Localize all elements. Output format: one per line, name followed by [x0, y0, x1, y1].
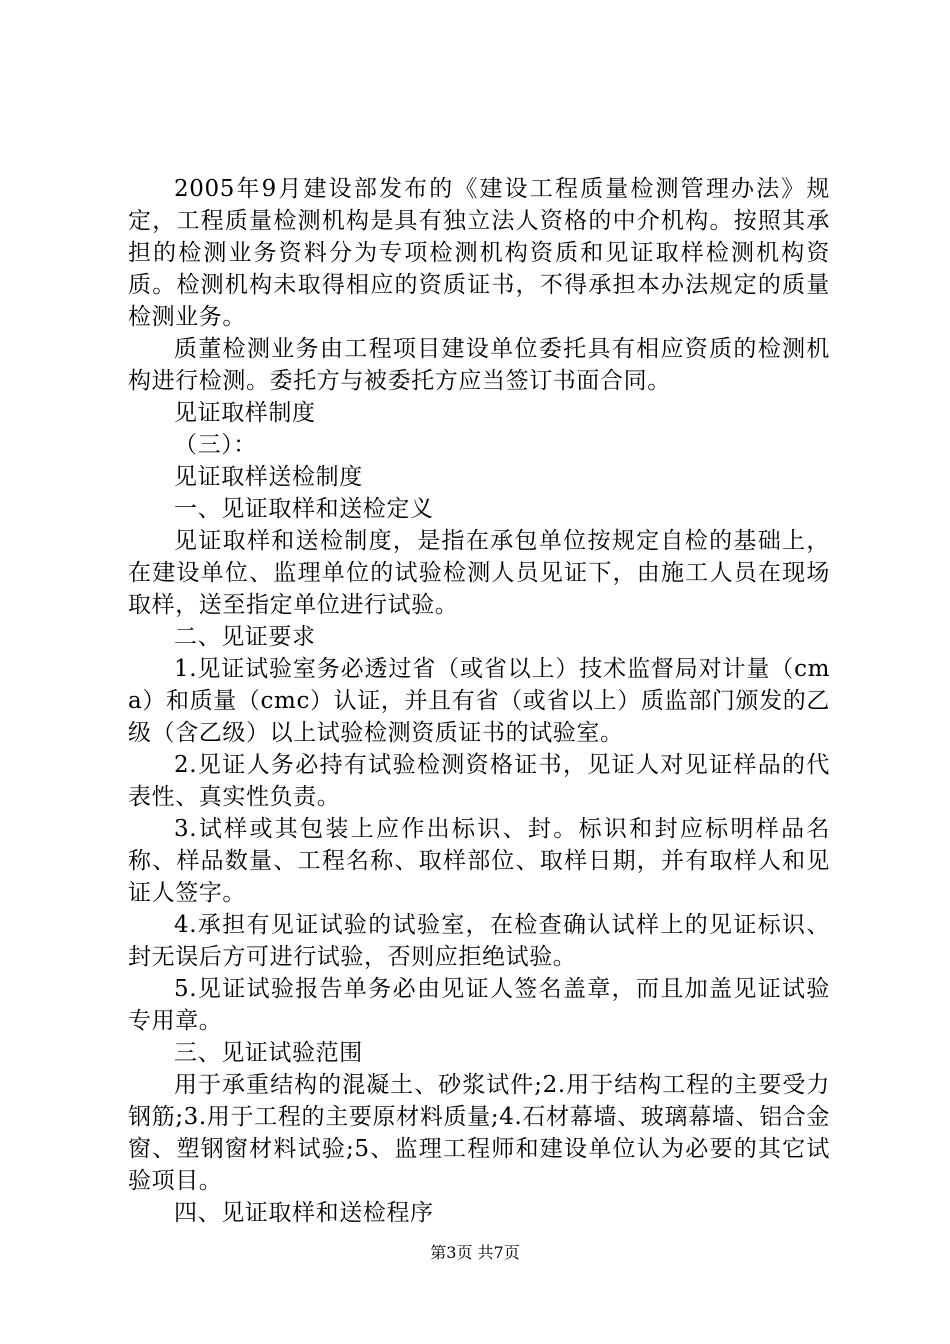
requirement-item-4: 4.承担有见证试验的试验室，在检查确认试样上的见证标识、封无误后方可进行试验，否则应拒绝试验。 — [128, 912, 830, 970]
section-heading-requirements: 二、见证要求 — [174, 624, 316, 650]
page-number-label: 第3页 共7页 — [430, 1243, 520, 1262]
heading-witness-sampling-system: 见证取样制度 — [174, 400, 316, 426]
section-heading-scope: 三、见证试验范围 — [174, 1040, 363, 1066]
section-heading-procedure: 四、见证取样和送检程序 — [174, 1200, 434, 1226]
requirement-item-1: 1.见证试验室务必透过省（或省以上）技术监督局对计量（cma）和质量（cmc）认证，并且有省（或省以上）质监部门颁发的乙级（含乙级）以上试验检测资质证书的试验室。 — [128, 656, 830, 746]
document-body — [128, 173, 830, 1229]
paragraph-scope: 用于承重结构的混凝土、砂浆试件;2.用于结构工程的主要受力钢筋;3.用于工程的主要原材料质量;4.石材幕墙、玻璃幕墙、铝合金窗、塑钢窗材料试验;5、监理工程师和建设单位认为必要的其它试验项目。 — [128, 1072, 830, 1194]
paragraph-commission: 质董检测业务由工程项目建设单位委托具有相应资质的检测机构进行检测。委托方与被委托方应当签订书面合同。 — [128, 336, 830, 394]
heading-part-three: （三）： — [174, 432, 257, 458]
requirement-item-2: 2.见证人务必持有试验检测资格证书，见证人对见证样品的代表性、真实性负责。 — [128, 752, 830, 810]
heading-witness-sampling-inspection-system: 见证取样送检制度 — [174, 464, 363, 490]
page-footer — [0, 1242, 950, 1264]
section-heading-definition: 一、见证取样和送检定义 — [174, 496, 434, 522]
requirement-item-5: 5.见证试验报告单务必由见证人签名盖章，而且加盖见证试验专用章。 — [128, 976, 830, 1034]
paragraph-intro: 2005年9月建设部发布的《建设工程质量检测管理办法》规定，工程质量检测机构是具有独立法人资格的中介机构。按照其承担的检测业务资料分为专项检测机构资质和见证取样检测机构资质。检测机构未取得相应的资质证书，不得承担本办法规定的质量检测业务。 — [128, 176, 830, 330]
requirement-item-3: 3.试样或其包装上应作出标识、封。标识和封应标明样品名称、样品数量、工程名称、取样部位、取样日期，并有取样人和见证人签字。 — [128, 816, 830, 906]
paragraph-definition: 见证取样和送检制度，是指在承包单位按规定自检的基础上，在建设单位、监理单位的试验检测人员见证下，由施工人员在现场取样，送至指定单位进行试验。 — [128, 528, 830, 618]
